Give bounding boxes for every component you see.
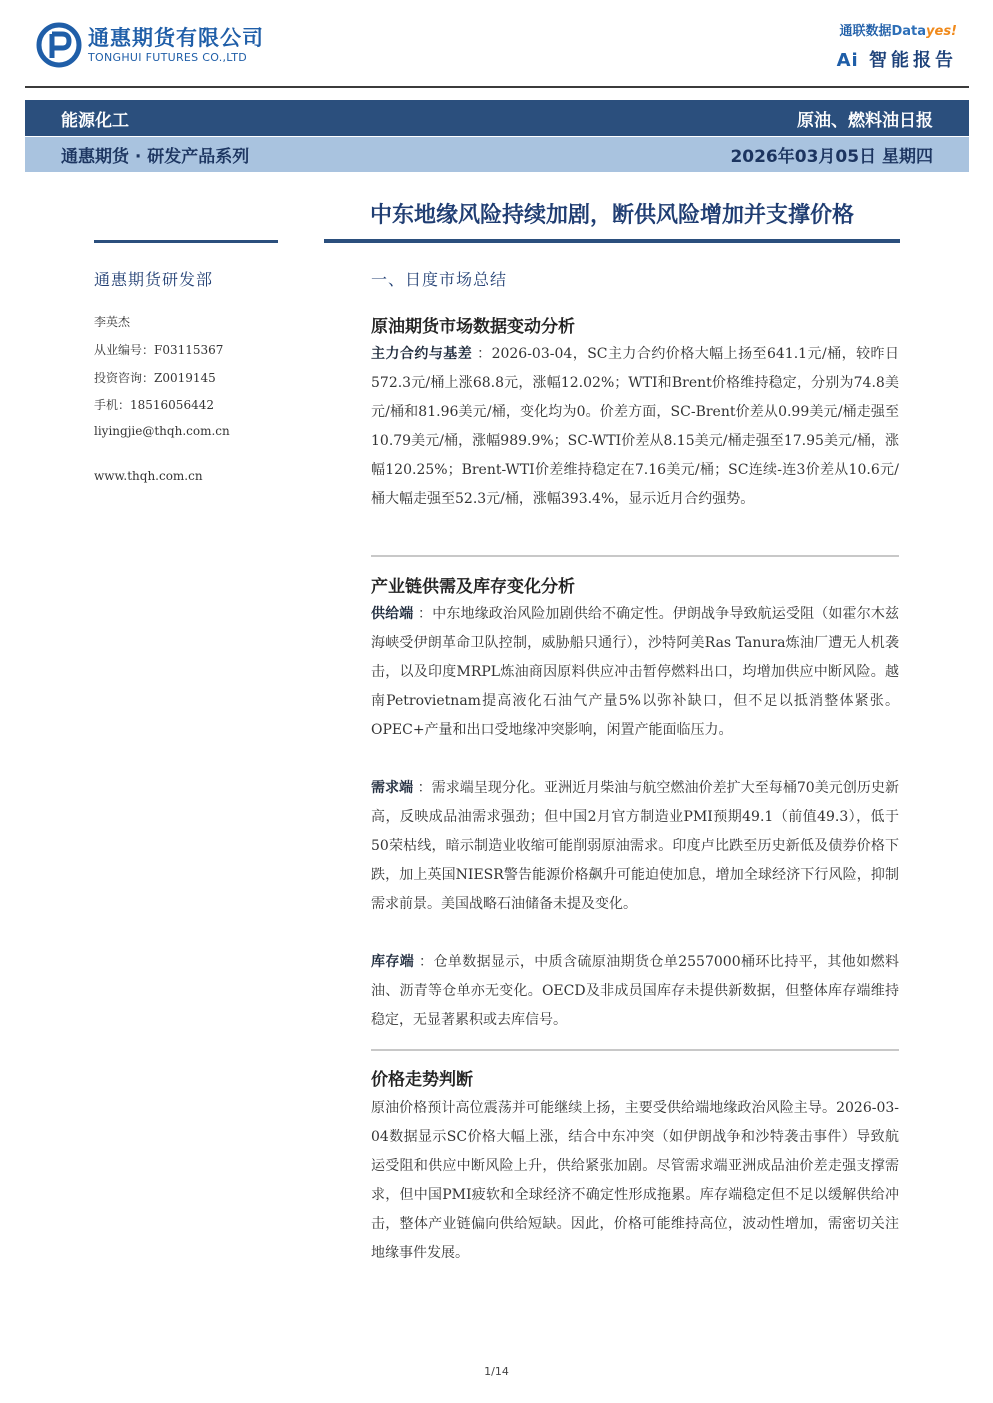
supply-chain-heading: 产业链供需及库存变化分析	[371, 577, 575, 597]
section-heading: 一、日度市场总结	[371, 270, 508, 289]
header-rule	[25, 86, 969, 88]
company-logo	[36, 22, 264, 68]
inventory-text: ：仓单数据显示，中质含硫原油期货仓单2557000桶环比持平，其他如燃料油、沥青等仓单亦无变化。OECD及非成员国库存未提供新数据，但整体库存端维持稳定，无显著累积或去库信号。	[371, 954, 899, 1028]
price-outlook-paragraph: 原油价格预计高位震荡并可能继续上扬，主要受供给端地缘政治风险主导。2026-03-04数据显示SC价格大幅上涨，结合中东冲突（如伊朗战争和沙特袭击事件）导致航运受阻和供应中断风险上升，供给紧张加剧。尽管需求端亚洲成品油价差走强支撑需求，但中国PMI疲软和全球经济不确定性形成拖累。库存端稳定但不足以缓解供给冲击，整体产业链偏向供给短缺。因此，价格可能维持高位，波动性增加，需密切关注地缘事件发展。	[371, 1100, 899, 1261]
supply-label: 供给端	[371, 606, 414, 622]
futures-data-paragraph	[371, 340, 899, 514]
company-name-en: TONGHUI FUTURES CO.,LTD	[88, 51, 248, 64]
consult-number: 投资咨询：Z0019145	[94, 371, 216, 385]
datayes-brand	[837, 22, 957, 72]
brand-data: Data	[891, 24, 927, 39]
category-label: 能源化工	[61, 110, 129, 131]
inventory-paragraph	[371, 948, 899, 1035]
license-number: 从业编号：F03115367	[94, 343, 224, 357]
contract-basis-text: ：2026-03-04，SC主力合约价格大幅上扬至641.1元/桶，较昨日572.3元/桶上涨68.8元，涨幅12.02%；WTI和Brent价格维持稳定，分别为74.8美元/桶和81.96美元/桶，变化均为0。价差方面，SC-Brent价差从0.99美元/桶走强至10.79美元/桶，涨幅989.9%；SC-WTI价差从8.15美元/桶走强至17.95美元/桶，涨幅120.25%；Brent-WTI价差维持稳定在7.16美元/桶；SC连续-连3价差从10.6元/桶大幅走强至52.3元/桶，涨幅393.4%，显示近月合约强势。	[371, 346, 899, 507]
section-divider	[371, 1049, 899, 1051]
sidebar-rule	[94, 240, 278, 243]
report-title: 中东地缘风险持续加剧，断供风险增加并支撑价格	[369, 203, 854, 228]
email-link[interactable]: liyingjie@thqh.com.cn	[94, 424, 230, 438]
brand-yes: yes!	[926, 24, 957, 39]
report-type: 原油、燃料油日报	[797, 110, 933, 131]
section-divider	[371, 555, 899, 557]
contract-basis-label: 主力合约与基差	[371, 346, 473, 362]
series-label: 通惠期货 · 研发产品系列	[61, 147, 250, 167]
supply-paragraph	[371, 600, 899, 745]
brand-report: 智能报告	[869, 50, 957, 71]
category-bar	[25, 100, 969, 136]
department-name: 通惠期货研发部	[94, 270, 214, 289]
inventory-label: 库存端	[371, 954, 415, 970]
series-bar	[25, 137, 969, 172]
demand-text: ：需求端呈现分化。亚洲近月柴油与航空燃油价差扩大至每桶70美元创历史新高，反映成品油需求强劲；但中国2月官方制造业PMI预期49.1（前值49.3），低于50荣枯线，暗示制造业收缩可能削弱原油需求。印度卢比跌至历史新低及债券价格下跌，加上英国NIESR警告能源价格飙升可能迫使加息，增加全球经济下行风险，抑制需求前景。美国战略石油储备未提及变化。	[371, 780, 899, 912]
page-number: 1/14	[484, 1365, 509, 1378]
phone-number: 手机：18516056442	[94, 398, 214, 412]
futures-data-heading: 原油期货市场数据变动分析	[371, 317, 575, 337]
company-logo-icon	[36, 22, 82, 68]
brand-ai: Ai	[836, 50, 859, 71]
company-name-cn: 通惠期货有限公司	[88, 26, 264, 50]
report-date: 2026年03月05日 星期四	[730, 147, 933, 167]
price-outlook-heading: 价格走势判断	[371, 1070, 473, 1090]
brand-cn: 通联数据	[839, 24, 892, 39]
website-link[interactable]: www.thqh.com.cn	[94, 469, 203, 483]
demand-label: 需求端	[371, 780, 414, 796]
title-rule	[324, 239, 900, 243]
demand-paragraph	[371, 774, 899, 919]
supply-text: ：中东地缘政治风险加剧供给不确定性。伊朗战争导致航运受阻（如霍尔木兹海峡受伊朗革命卫队控制，威胁船只通行），沙特阿美Ras Tanura炼油厂遭无人机袭击，以及印度MRPL炼油商因原料供应冲击暂停燃料出口，均增加供应中断风险。越南Petrovietnam提高液化石油气产量5%以弥补缺口，但不足以抵消整体紧张。OPEC+产量和出口受地缘冲突影响，闲置产能面临压力。	[371, 606, 899, 738]
analyst-name: 李英杰	[94, 315, 131, 329]
